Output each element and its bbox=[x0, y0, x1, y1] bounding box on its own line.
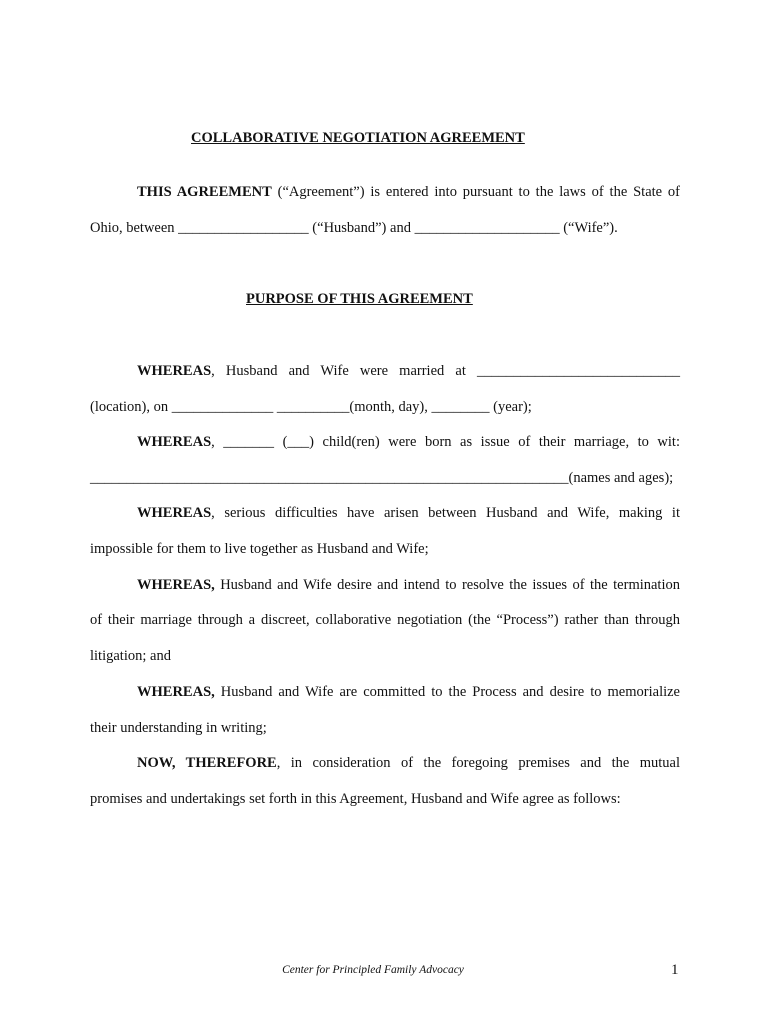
recital-2-line-1-text: , _______ (___) child(ren) were born as issue of their marriage, to wit: bbox=[211, 434, 680, 450]
recital-4-line-1 bbox=[137, 576, 680, 594]
recital-1-line-1-text: , Husband and Wife were married at ____________________________ bbox=[211, 363, 680, 379]
recital-5-line-2: their understanding in writing; bbox=[90, 720, 267, 736]
recital-2-line-2: __________________________________________________________________(names and ages); bbox=[90, 470, 674, 486]
intro-line-1-text: (“Agreement”) is entered into pursuant to the laws of the State of bbox=[277, 184, 681, 200]
recital-3-line-1 bbox=[137, 504, 680, 522]
recital-1-lead: WHEREAS bbox=[137, 363, 212, 379]
intro-line-2: Ohio, between __________________ (“Husband”) and ____________________ (“Wife”). bbox=[90, 220, 618, 236]
conclusion-line-1-text: , in consideration of the foregoing premises and the mutual bbox=[276, 755, 680, 771]
intro-lead: THIS AGREEMENT bbox=[137, 184, 272, 200]
recital-5-line-1 bbox=[137, 683, 680, 701]
recital-1-line-1 bbox=[137, 362, 680, 380]
recital-3-lead: WHEREAS bbox=[137, 505, 212, 521]
document-title: COLLABORATIVE NEGOTIATION AGREEMENT bbox=[191, 130, 525, 146]
conclusion-lead: NOW, THEREFORE bbox=[137, 755, 277, 771]
recital-2-line-1 bbox=[137, 433, 680, 451]
recital-4-line-1-text: Husband and Wife desire and intend to resolve the issues of the termination bbox=[214, 577, 680, 593]
recital-3-line-2: impossible for them to live together as Husband and Wife; bbox=[90, 541, 429, 557]
recital-5-lead: WHEREAS, bbox=[137, 684, 215, 700]
recital-4-lead: WHEREAS, bbox=[137, 577, 215, 593]
recital-1-line-2: (location), on ______________ __________(month, day), ________ (year); bbox=[90, 399, 532, 415]
conclusion-line-2: promises and undertakings set forth in this Agreement, Husband and Wife agree as follows: bbox=[90, 791, 621, 807]
footer-organization: Center for Principled Family Advocacy bbox=[282, 964, 464, 976]
recital-2-lead: WHEREAS bbox=[137, 434, 212, 450]
recital-4-line-3: litigation; and bbox=[90, 648, 171, 664]
intro-line-1 bbox=[137, 183, 680, 201]
recital-5-line-1-text: Husband and Wife are committed to the Process and desire to memorialize bbox=[214, 684, 680, 700]
page-number: 1 bbox=[671, 962, 679, 978]
recital-3-line-1-text: , serious difficulties have arisen between Husband and Wife, making it bbox=[211, 505, 680, 521]
recital-4-line-2: of their marriage through a discreet, collaborative negotiation (the “Process”) rather than through bbox=[90, 612, 680, 628]
conclusion-line-1 bbox=[137, 754, 680, 772]
purpose-heading: PURPOSE OF THIS AGREEMENT bbox=[246, 291, 473, 307]
